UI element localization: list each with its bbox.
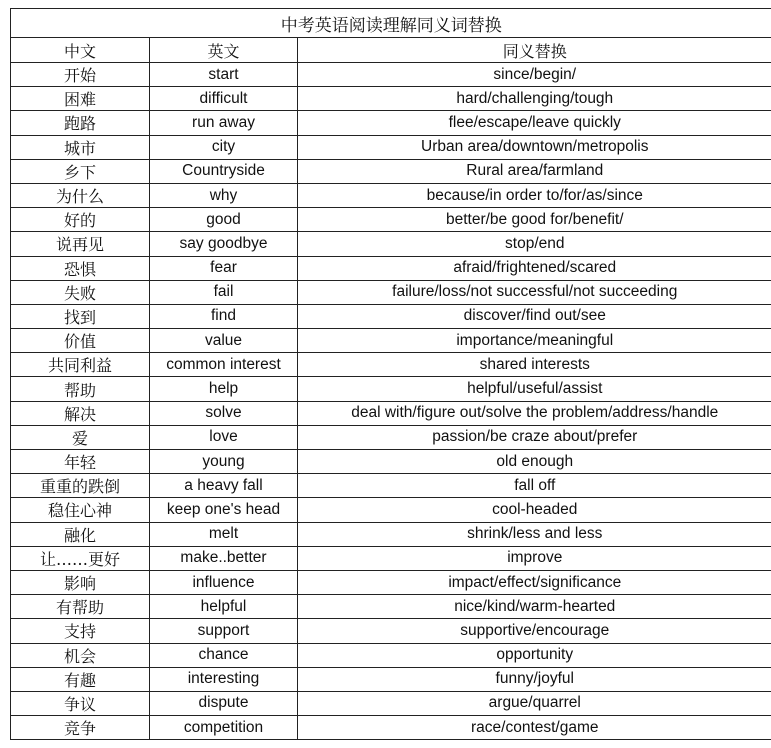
table-row (11, 716, 771, 740)
table-row (11, 111, 771, 135)
english-cell: value (150, 329, 298, 353)
chinese-cell: 让……更好 (11, 546, 150, 570)
english-cell: dispute (150, 691, 298, 715)
english-cell: make..better (150, 546, 298, 570)
english-cell: Countryside (150, 159, 298, 183)
chinese-cell: 价值 (11, 329, 150, 353)
table-row (11, 63, 771, 87)
chinese-cell: 年轻 (11, 450, 150, 474)
synonyms-cell: impact/effect/significance (298, 570, 771, 594)
english-cell: why (150, 183, 298, 207)
synonyms-cell: supportive/encourage (298, 619, 771, 643)
synonyms-cell: discover/find out/see (298, 304, 771, 328)
english-cell: city (150, 135, 298, 159)
table-row (11, 691, 771, 715)
english-cell: young (150, 450, 298, 474)
synonyms-cell: passion/be craze about/prefer (298, 425, 771, 449)
chinese-cell: 共同利益 (11, 353, 150, 377)
chinese-cell: 解决 (11, 401, 150, 425)
chinese-cell: 跑路 (11, 111, 150, 135)
table-row (11, 232, 771, 256)
chinese-cell: 失败 (11, 280, 150, 304)
chinese-cell: 有帮助 (11, 595, 150, 619)
synonyms-cell: nice/kind/warm-hearted (298, 595, 771, 619)
table-row (11, 474, 771, 498)
header-english: 英文 (150, 38, 298, 63)
chinese-cell: 稳住心神 (11, 498, 150, 522)
synonyms-cell: deal with/figure out/solve the problem/address/handle (298, 401, 771, 425)
english-cell: love (150, 425, 298, 449)
header-synonyms: 同义替换 (298, 38, 771, 63)
english-cell: helpful (150, 595, 298, 619)
synonyms-cell: afraid/frightened/scared (298, 256, 771, 280)
chinese-cell: 机会 (11, 643, 150, 667)
synonyms-cell: Urban area/downtown/metropolis (298, 135, 771, 159)
english-cell: influence (150, 570, 298, 594)
synonyms-cell: importance/meaningful (298, 329, 771, 353)
english-cell: keep one's head (150, 498, 298, 522)
table-title: 中考英语阅读理解同义词替换 (11, 9, 771, 38)
table-row (11, 280, 771, 304)
synonyms-cell: shared interests (298, 353, 771, 377)
chinese-cell: 融化 (11, 522, 150, 546)
synonyms-cell: failure/loss/not successful/not succeeding (298, 280, 771, 304)
title-row (11, 9, 771, 38)
table-row (11, 135, 771, 159)
synonyms-cell: Rural area/farmland (298, 159, 771, 183)
chinese-cell: 影响 (11, 570, 150, 594)
chinese-cell: 帮助 (11, 377, 150, 401)
synonyms-cell: shrink/less and less (298, 522, 771, 546)
table-row (11, 208, 771, 232)
synonyms-cell: since/begin/ (298, 63, 771, 87)
chinese-cell: 乡下 (11, 159, 150, 183)
table-row (11, 619, 771, 643)
table-row (11, 304, 771, 328)
table-row (11, 522, 771, 546)
english-cell: run away (150, 111, 298, 135)
chinese-cell: 好的 (11, 208, 150, 232)
english-cell: say goodbye (150, 232, 298, 256)
english-cell: interesting (150, 667, 298, 691)
chinese-cell: 爱 (11, 425, 150, 449)
chinese-cell: 为什么 (11, 183, 150, 207)
english-cell: help (150, 377, 298, 401)
chinese-cell: 开始 (11, 63, 150, 87)
synonyms-cell: funny/joyful (298, 667, 771, 691)
english-cell: good (150, 208, 298, 232)
table-row (11, 546, 771, 570)
synonyms-cell: flee/escape/leave quickly (298, 111, 771, 135)
english-cell: find (150, 304, 298, 328)
synonyms-cell: better/be good for/benefit/ (298, 208, 771, 232)
english-cell: fail (150, 280, 298, 304)
english-cell: start (150, 63, 298, 87)
table-row (11, 401, 771, 425)
synonyms-cell: improve (298, 546, 771, 570)
synonyms-cell: argue/quarrel (298, 691, 771, 715)
chinese-cell: 争议 (11, 691, 150, 715)
chinese-cell: 困难 (11, 87, 150, 111)
synonyms-cell: stop/end (298, 232, 771, 256)
chinese-cell: 找到 (11, 304, 150, 328)
table-row (11, 256, 771, 280)
table-row (11, 450, 771, 474)
table-row (11, 329, 771, 353)
english-cell: melt (150, 522, 298, 546)
synonyms-cell: because/in order to/for/as/since (298, 183, 771, 207)
table-body (11, 63, 771, 740)
chinese-cell: 恐惧 (11, 256, 150, 280)
chinese-cell: 说再见 (11, 232, 150, 256)
synonyms-cell: cool-headed (298, 498, 771, 522)
synonym-table (10, 8, 771, 740)
english-cell: chance (150, 643, 298, 667)
table-row (11, 643, 771, 667)
english-cell: difficult (150, 87, 298, 111)
header-row (11, 38, 771, 63)
synonym-table-document (10, 8, 771, 740)
english-cell: solve (150, 401, 298, 425)
english-cell: competition (150, 716, 298, 740)
header-chinese: 中文 (11, 38, 150, 63)
synonyms-cell: hard/challenging/tough (298, 87, 771, 111)
chinese-cell: 城市 (11, 135, 150, 159)
synonyms-cell: opportunity (298, 643, 771, 667)
synonyms-cell: old enough (298, 450, 771, 474)
table-row (11, 570, 771, 594)
chinese-cell: 有趣 (11, 667, 150, 691)
table-row (11, 595, 771, 619)
table-row (11, 159, 771, 183)
table-row (11, 353, 771, 377)
synonyms-cell: fall off (298, 474, 771, 498)
table-row (11, 183, 771, 207)
synonyms-cell: race/contest/game (298, 716, 771, 740)
table-row (11, 377, 771, 401)
chinese-cell: 支持 (11, 619, 150, 643)
english-cell: support (150, 619, 298, 643)
english-cell: fear (150, 256, 298, 280)
table-row (11, 87, 771, 111)
table-row (11, 498, 771, 522)
chinese-cell: 竞争 (11, 716, 150, 740)
table-row (11, 425, 771, 449)
english-cell: a heavy fall (150, 474, 298, 498)
table-row (11, 667, 771, 691)
synonyms-cell: helpful/useful/assist (298, 377, 771, 401)
chinese-cell: 重重的跌倒 (11, 474, 150, 498)
english-cell: common interest (150, 353, 298, 377)
